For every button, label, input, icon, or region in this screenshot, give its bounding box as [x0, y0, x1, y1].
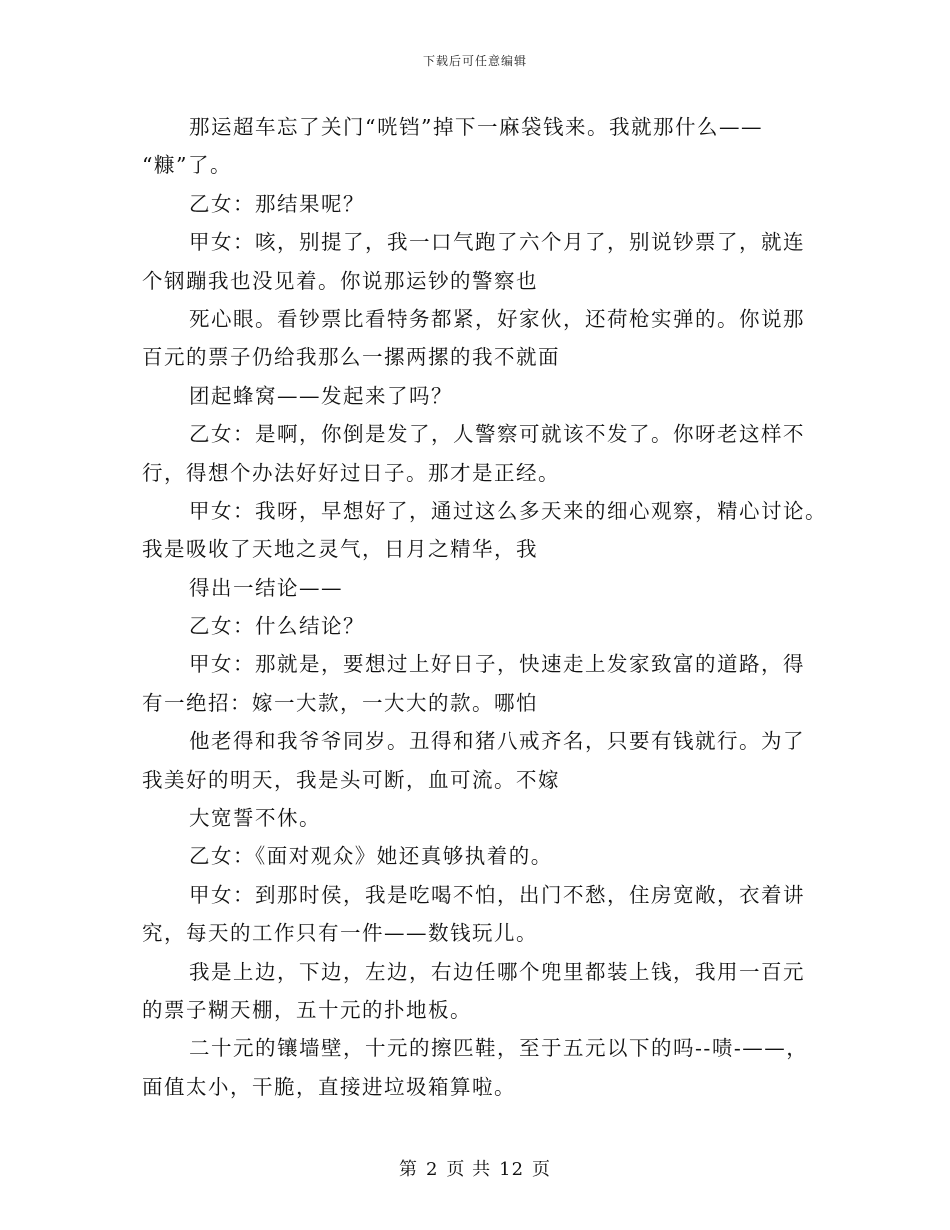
text-line: 乙女：那结果呢？: [189, 191, 365, 216]
footer-prefix: 第: [398, 1159, 418, 1180]
text-line: 甲女：那就是，要想过上好日子，快速走上发家致富的道路，得: [189, 652, 805, 677]
page-total: 12: [499, 1159, 525, 1180]
text-line: 有一绝招：嫁一大款，一大大的款。哪怕: [142, 690, 538, 715]
page-header: 下载后可任意编辑: [422, 54, 527, 68]
text-line: 得出一结论——: [189, 575, 343, 600]
text-line: 乙女：《面对观众》她还真够执着的。: [189, 844, 553, 869]
page-footer: [0, 1155, 950, 1181]
text-line: 百元的票子仍给我那么一摞两摞的我不就面: [142, 345, 560, 370]
text-line: 甲女：咳，别提了，我一口气跑了六个月了，别说钞票了，就连: [189, 230, 805, 255]
text-line: 我美好的明天，我是头可断，血可流。不嫁: [142, 767, 560, 792]
text-line: 究，每天的工作只有一件——数钱玩儿。: [142, 921, 538, 946]
text-line: 甲女：到那时侯，我是吃喝不怕，出门不愁，住房宽敞，衣着讲: [189, 882, 805, 907]
text-line: 我是吸收了天地之灵气，日月之精华，我: [142, 537, 538, 562]
text-line: “糠”了。: [142, 153, 232, 178]
text-line: 面值太小，干脆，直接进垃圾箱算啦。: [142, 1074, 516, 1099]
text-line: 二十元的镶墙壁，十元的擦匹鞋，至于五元以下的吗--啧-——，: [189, 1036, 809, 1061]
footer-suffix: 页: [532, 1159, 552, 1180]
page-number: 2: [425, 1159, 439, 1180]
text-line: 的票子糊天棚，五十元的扑地板。: [142, 997, 472, 1022]
text-line: 行，得想个办法好好过日子。那才是正经。: [142, 460, 560, 485]
text-line: 他老得和我爷爷同岁。丑得和猪八戒齐名，只要有钱就行。为了: [189, 729, 805, 754]
text-line: 团起蜂窝——发起来了吗？: [189, 383, 453, 408]
text-line: 甲女：我呀，早想好了，通过这么多天来的细心观察，精心讨论。: [189, 498, 827, 523]
footer-middle: 页 共: [446, 1159, 492, 1180]
text-line: 个钢蹦我也没见着。你说那运钞的警察也: [142, 268, 538, 293]
text-line: 那运超车忘了关门“咣铛”掉下一麻袋钱来。我就那什么——: [189, 115, 763, 139]
document-body: [142, 108, 827, 1106]
text-line: 我是上边，下边，左边，右边任哪个兜里都装上钱，我用一百元: [189, 959, 805, 984]
text-line: 大宽誓不休。: [189, 806, 321, 831]
text-line: 死心眼。看钞票比看特务都紧，好家伙，还荷枪实弹的。你说那: [189, 306, 805, 331]
text-line: 乙女：什么结论？: [189, 614, 365, 639]
text-line: 乙女：是啊，你倒是发了，人警察可就该不发了。你呀老这样不: [189, 422, 805, 447]
